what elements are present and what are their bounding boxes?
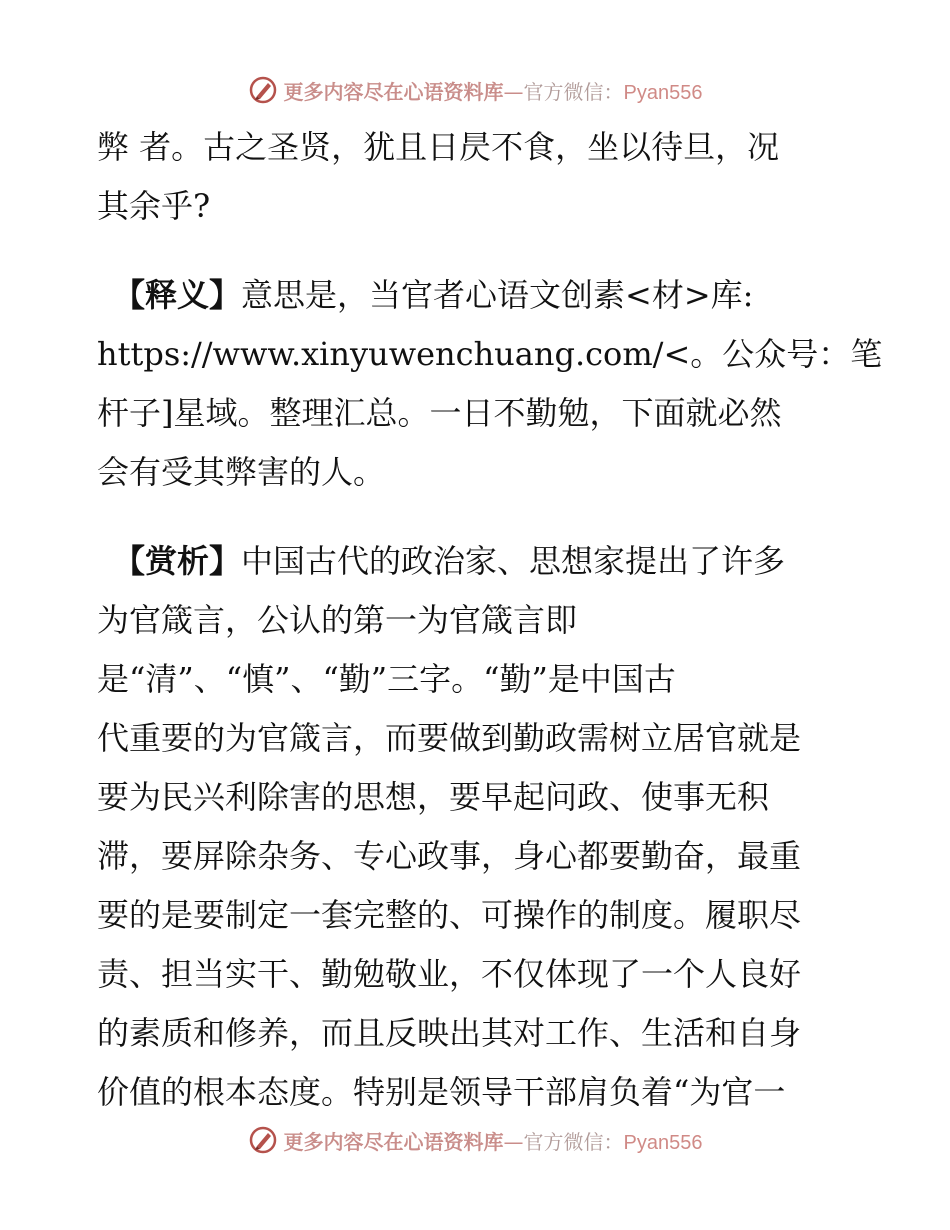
paragraph-3-line: 为官箴言，公认的第一为官箴言即	[97, 601, 578, 639]
paragraph-2-line: https://www.xinyuwenchuang.com/<。公众号：笔	[97, 335, 883, 373]
paragraph-1-line: 其余乎?	[97, 187, 211, 225]
paragraph-3-line: 滞，要屏除杂务、专心政事，身心都要勤奋，最重	[97, 837, 802, 875]
footer-banner-text	[284, 1126, 703, 1155]
paragraph-3-line: 责、担当实干、勤勉敬业，不仅体现了一个人良好	[97, 955, 802, 993]
paragraph-3-line: 要的是要制定一套完整的、可操作的制度。履职尽	[97, 896, 802, 934]
paragraph-2	[97, 266, 883, 502]
footer-wechat-id: Pyan556	[623, 1131, 703, 1154]
paragraph-2-line: 杆子]星域。整理汇总。一日不勤勉，下面就必然	[97, 394, 782, 432]
footer-watermark-banner	[0, 1120, 950, 1160]
paragraph-3-line-text: 中国古代的政治家、思想家提出了许多	[241, 542, 786, 580]
paragraph-3-line: 代重要的为官箴言，而要做到勤政需树立居官就是	[97, 719, 802, 757]
footer-wechat-label: 官方微信：	[523, 1129, 624, 1154]
paragraph-3	[97, 532, 857, 1122]
header-site-text: 更多内容尽在心语资料库	[283, 79, 504, 104]
header-dash: —	[503, 79, 524, 104]
paragraph-3-line: 价值的根本态度。特别是领导干部肩负着“为官一	[97, 1073, 786, 1111]
paragraph-3-line	[97, 532, 857, 591]
paragraph-2-line	[97, 266, 857, 325]
header-wechat-id: Pyan556	[623, 81, 703, 104]
footer-site-text: 更多内容尽在心语资料库	[283, 1129, 504, 1154]
header-watermark-banner	[0, 70, 950, 110]
paragraph-1-line: 弊 者。古之圣贤，犹且日昃不食，坐以待旦，况	[97, 128, 780, 166]
pen-logo-icon	[248, 1125, 278, 1155]
paragraph-3-line: 是“清”、“慎”、“勤”三字。“勤”是中国古	[97, 660, 676, 698]
document-body	[97, 118, 883, 1122]
paragraph-2-line-text: 意思是，当官者心语文创素<材>库:	[241, 276, 754, 314]
pen-logo-icon	[248, 75, 278, 105]
footer-dash: —	[503, 1129, 524, 1154]
appreciation-label: 【赏析】	[113, 542, 242, 580]
paragraph-2-line: 会有受其弊害的人。	[97, 453, 386, 491]
paragraph-1	[97, 118, 857, 236]
definition-label: 【释义】	[113, 276, 242, 314]
paragraph-3-line: 的素质和修养，而且反映出其对工作、生活和自身	[97, 1014, 802, 1052]
paragraph-3-line: 要为民兴利除害的思想，要早起问政、使事无积	[97, 778, 770, 816]
header-banner-text	[284, 76, 703, 105]
header-wechat-label: 官方微信：	[523, 79, 624, 104]
